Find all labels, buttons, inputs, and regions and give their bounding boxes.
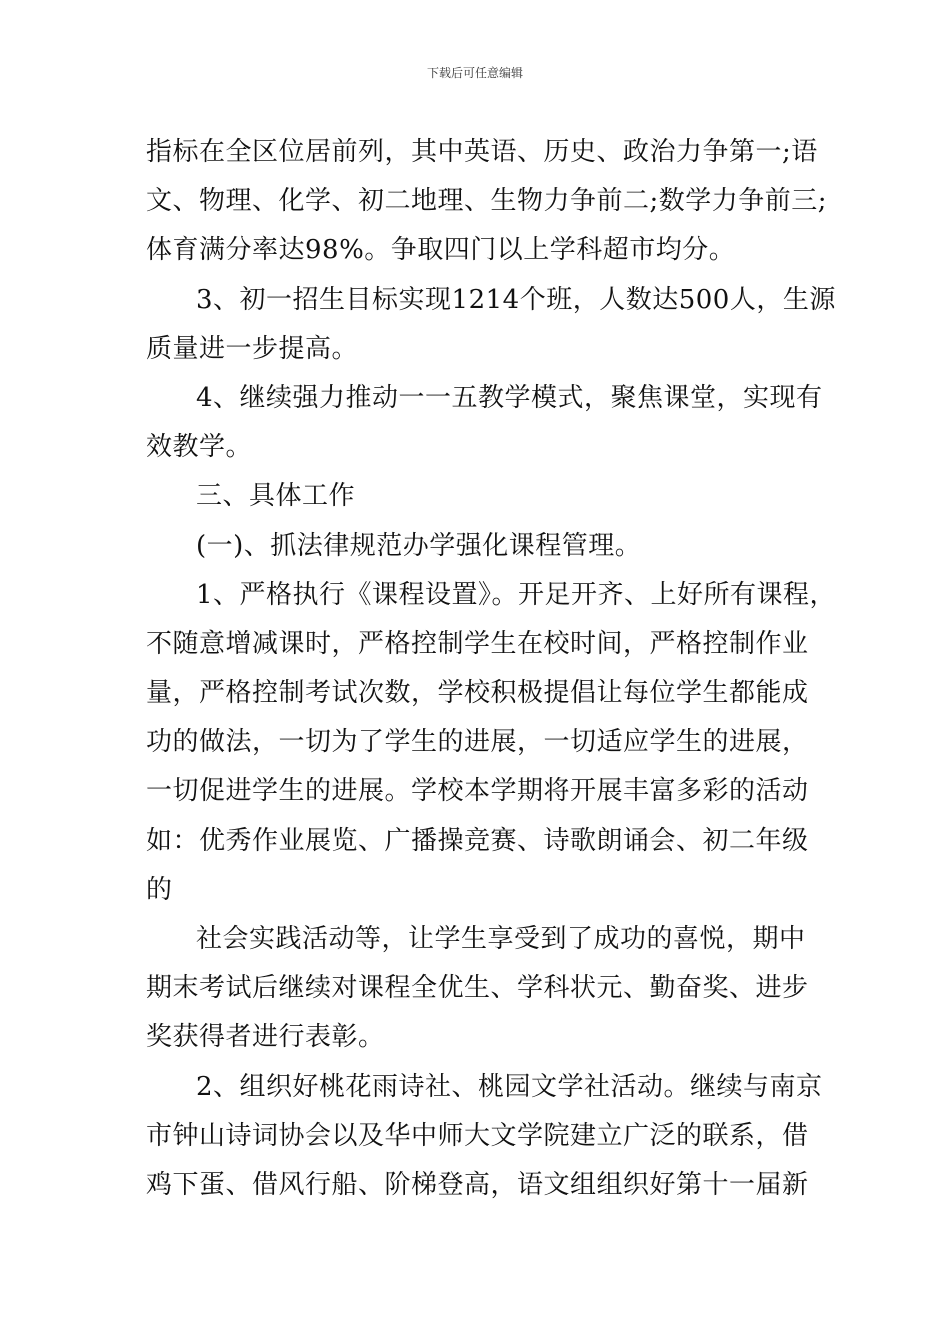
text-line-13: 功的做法，一切为了学生的进展，一切适应学生的进展， xyxy=(146,727,809,758)
text-line-4: 3、初一招生目标实现1214个班，人数达500人，生源 xyxy=(196,284,836,315)
text-line-21: 市钟山诗词协会以及华中师大文学院建立广泛的联系，借 xyxy=(146,1120,809,1151)
text-line-7: 效教学。 xyxy=(146,432,253,463)
subsection-heading: (一)、抓法律规范办学强化课程管理。 xyxy=(196,530,642,561)
text-line-18: 期末考试后继续对课程全优生、学科状元、勤奋奖、进步 xyxy=(146,973,809,1004)
text-line-20: 2、组织好桃花雨诗社、桃园文学社活动。继续与南京 xyxy=(196,1071,823,1102)
text-line-2: 文、物理、化学、初二地理、生物力争前二;数学力争前三; xyxy=(146,186,828,217)
text-line-6: 4、继续强力推动一一五教学模式，聚焦课堂，实现有 xyxy=(196,382,823,413)
text-line-14: 一切促进学生的进展。学校本学期将开展丰富多彩的活动 xyxy=(146,776,809,807)
text-line-17: 社会实践活动等，让学生享受到了成功的喜悦，期中 xyxy=(196,924,806,954)
text-line-11: 不随意增减课时，严格控制学生在校时间，严格控制作业 xyxy=(146,628,809,659)
text-line-22: 鸡下蛋、借风行船、阶梯登高，语文组组织好第十一届新 xyxy=(146,1169,809,1200)
text-line-16: 的 xyxy=(146,874,173,905)
text-line-5: 质量进一步提高。 xyxy=(146,333,359,364)
text-line-1: 指标在全区位居前列，其中英语、历史、政治力争第一;语 xyxy=(146,137,818,167)
text-line-12: 量，严格控制考试次数，学校积极提倡让每位学生都能成 xyxy=(146,678,809,709)
document-body xyxy=(146,128,837,1210)
section-heading: 三、具体工作 xyxy=(196,481,356,512)
text-line-15: 如：优秀作业展览、广播操竞赛、诗歌朗诵会、初二年级 xyxy=(146,825,809,856)
text-line-10: 1、严格执行《课程设置》。开足开齐、上好所有课程， xyxy=(196,579,837,610)
text-line-19: 奖获得者进行表彰。 xyxy=(146,1022,385,1053)
text-line-3: 体育满分率达98%。争取四门以上学科超市均分。 xyxy=(146,235,736,266)
page-header: 下载后可任意编辑 xyxy=(426,66,523,80)
